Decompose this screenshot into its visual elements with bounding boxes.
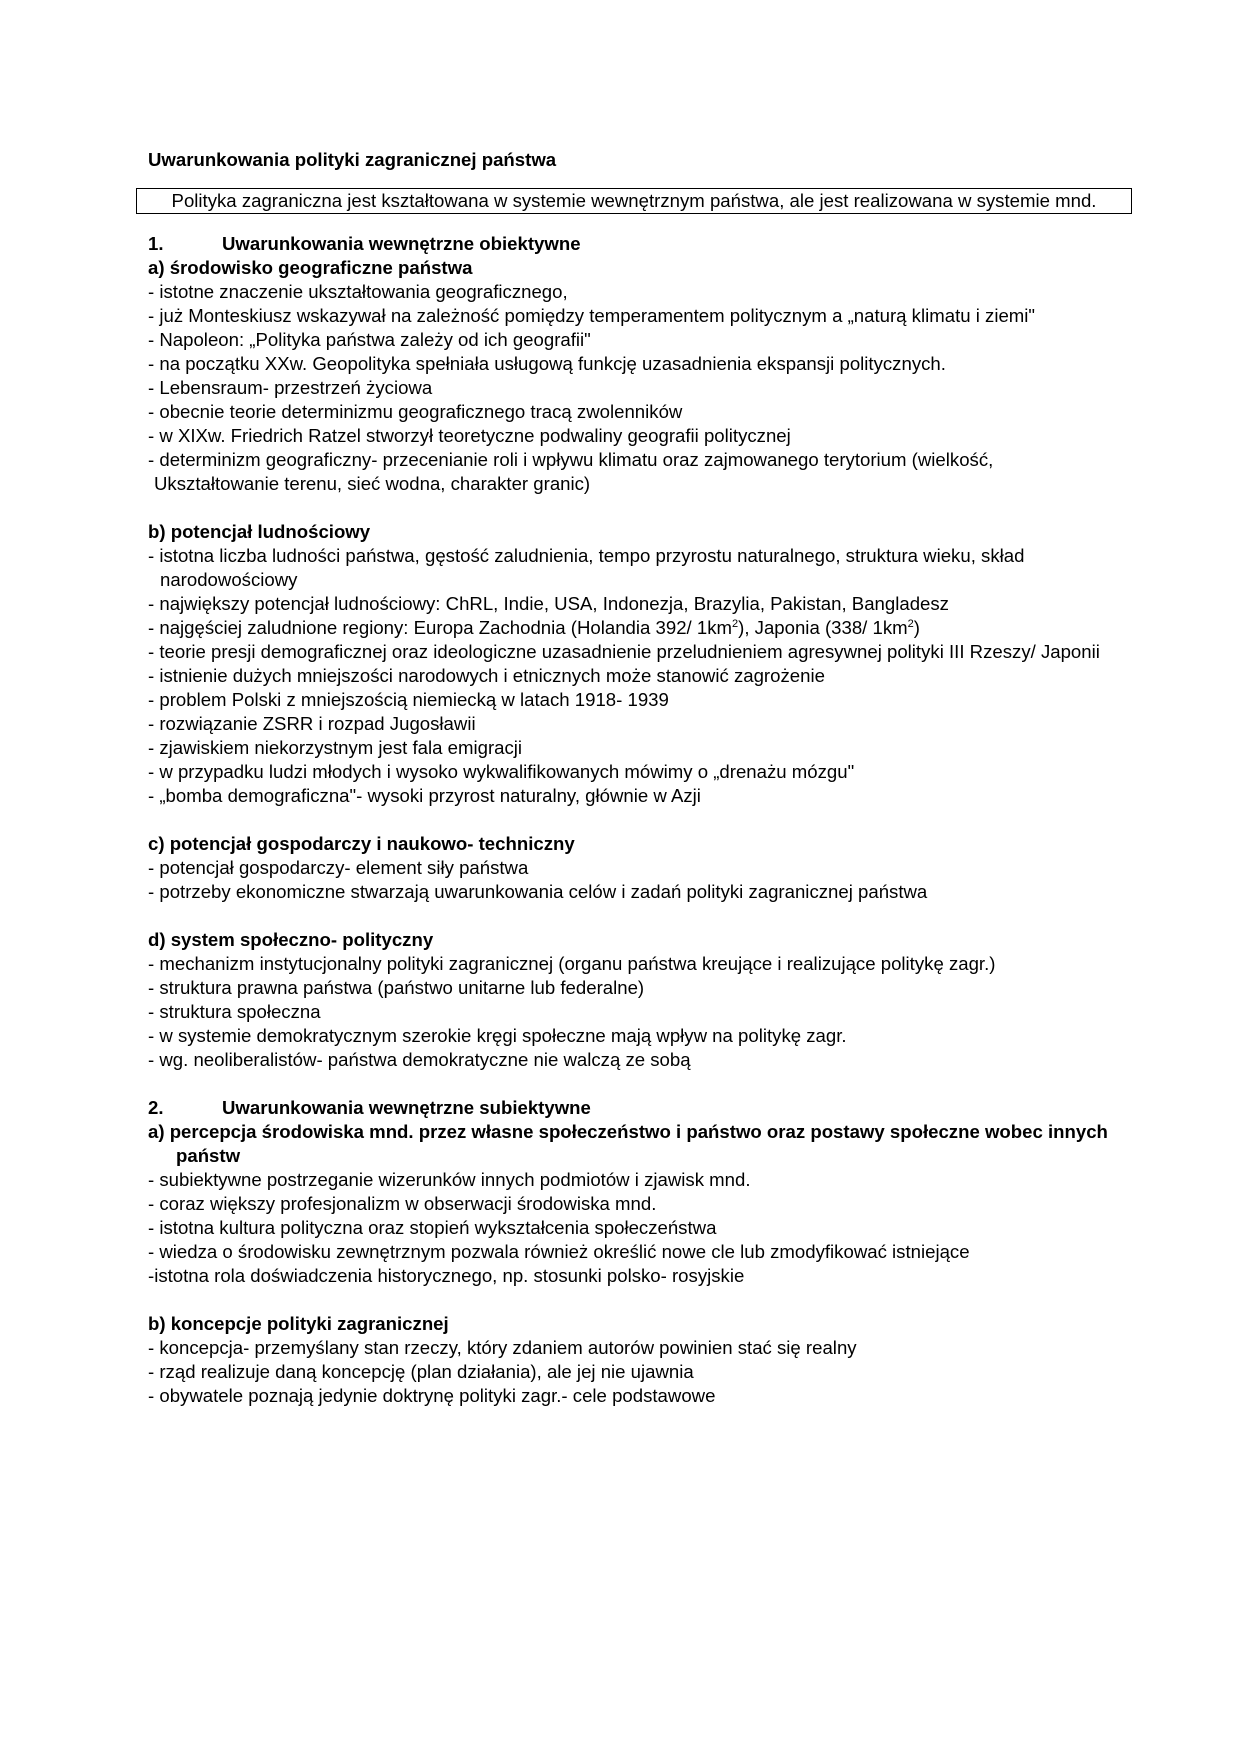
document-title: Uwarunkowania polityki zagranicznej państwa [148, 149, 557, 170]
section-1-heading [148, 232, 1120, 256]
line: - zjawiskiem niekorzystnym jest fala emigracji [148, 737, 523, 758]
line: - najgęściej zaludnione regiony: Europa Zachodnia (Holandia 392/ $1km^2$), Japonia (338/ $1km^2$) [148, 617, 920, 638]
line: - teorie presji demograficznej oraz ideologiczne uzasadnienie przeludnieniem agresywnej polityki III Rzeszy/ Japonii [148, 641, 1100, 662]
section-1-title: Uwarunkowania wewnętrzne obiektywne [222, 233, 581, 254]
line: - Napoleon: „Polityka państwa zależy od ich geografii" [148, 329, 591, 350]
line: - struktura prawna państwa (państwo unitarne lub federalne) [148, 977, 645, 998]
line: - istotne znaczenie ukształtowania geograficznego, [148, 281, 568, 302]
line: - istotna liczba ludności państwa, gęstość zaludnienia, tempo przyrostu naturalnego, struktura wieku, skład [148, 545, 1025, 566]
line: - w systemie demokratycznym szerokie kręgi społeczne mają wpływ na politykę zagr. [148, 1025, 847, 1046]
line: - w przypadku ludzi młodych i wysoko wykwalifikowanych mówimy o „drenażu mózgu" [148, 761, 855, 782]
summary-box: Polityka zagraniczna jest kształtowana w systemie wewnętrznym państwa, ale jest realizowana w systemie mnd. [136, 188, 1132, 214]
line: - coraz większy profesjonalizm w obserwacji środowiska mnd. [148, 1193, 657, 1214]
line: - „bomba demograficzna"- wysoki przyrost naturalny, głównie w Azji [148, 785, 701, 806]
line: - wiedza o środowisku zewnętrznym pozwala również określić nowe cle lub zmodyfikować istniejące [148, 1241, 970, 1262]
subsection-2a-heading: a) percepcja środowiska mnd. przez własne społeczeństwo i państwo oraz postawy społeczne wobec innych [148, 1121, 1108, 1142]
line-continuation: Ukształtowanie terenu, sieć wodna, charakter granic) [154, 473, 591, 494]
line: - subiektywne postrzeganie wizerunków innych podmiotów i zjawisk mnd. [148, 1169, 751, 1190]
line: - Lebensraum- przestrzeń życiowa [148, 377, 433, 398]
line: - na początku XXw. Geopolityka spełniała usługową funkcję uzasadnienia ekspansji politycznych. [148, 353, 946, 374]
line: - determinizm geograficzny- przecenianie roli i wpływu klimatu oraz zajmowanego terytorium (wielkość, [148, 449, 994, 470]
line: - potrzeby ekonomiczne stwarzają uwarunkowania celów i zadań polityki zagranicznej państwa [148, 881, 928, 902]
section-2-number: 2. [148, 1097, 164, 1118]
line-continuation: narodowościowy [160, 569, 298, 590]
line: - obywatele poznają jedynie doktrynę polityki zagr.- cele podstawowe [148, 1385, 716, 1406]
section-2-heading [148, 1096, 1120, 1120]
line: - mechanizm instytucjonalny polityki zagranicznej (organu państwa kreujące i realizujące politykę zagr.) [148, 953, 996, 974]
subsection-1d-heading: d) system społeczno- polityczny [148, 929, 434, 950]
line: - wg. neoliberalistów- państwa demokratyczne nie walczą ze sobą [148, 1049, 691, 1070]
line: - problem Polski z mniejszością niemiecką w latach 1918- 1939 [148, 689, 669, 710]
line: - istotna kultura polityczna oraz stopień wykształcenia społeczeństwa [148, 1217, 717, 1238]
line: - struktura społeczna [148, 1001, 321, 1022]
subsection-2a-heading-continuation: państw [176, 1145, 241, 1166]
line: - istnienie dużych mniejszości narodowych i etnicznych może stanowić zagrożenie [148, 665, 825, 686]
line: - rząd realizuje daną koncepcję (plan działania), ale jej nie ujawnia [148, 1361, 694, 1382]
subsection-1a-heading: a) środowisko geograficzne państwa [148, 257, 473, 278]
line: - największy potencjał ludnościowy: ChRL, Indie, USA, Indonezja, Brazylia, Pakistan, Bangladesz [148, 593, 949, 614]
line: -istotna rola doświadczenia historycznego, np. stosunki polsko- rosyjskie [148, 1265, 745, 1286]
section-1-number: 1. [148, 233, 164, 254]
line: - w XIXw. Friedrich Ratzel stworzył teoretyczne podwaliny geografii politycznej [148, 425, 791, 446]
section-2-title: Uwarunkowania wewnętrzne subiektywne [222, 1097, 591, 1118]
line: - już Monteskiusz wskazywał na zależność pomiędzy temperamentem politycznym a „naturą klimatu i ziemi" [148, 305, 1036, 326]
subsection-2b-heading: b) koncepcje polityki zagranicznej [148, 1313, 449, 1334]
line: - obecnie teorie determinizmu geograficznego tracą zwolenników [148, 401, 683, 422]
line: - rozwiązanie ZSRR i rozpad Jugosławii [148, 713, 476, 734]
line: - potencjał gospodarczy- element siły państwa [148, 857, 529, 878]
subsection-1c-heading: c) potencjał gospodarczy i naukowo- techniczny [148, 833, 575, 854]
line: - koncepcja- przemyślany stan rzeczy, który zdaniem autorów powinien stać się realny [148, 1337, 857, 1358]
subsection-1b-heading: b) potencjał ludnościowy [148, 521, 371, 542]
